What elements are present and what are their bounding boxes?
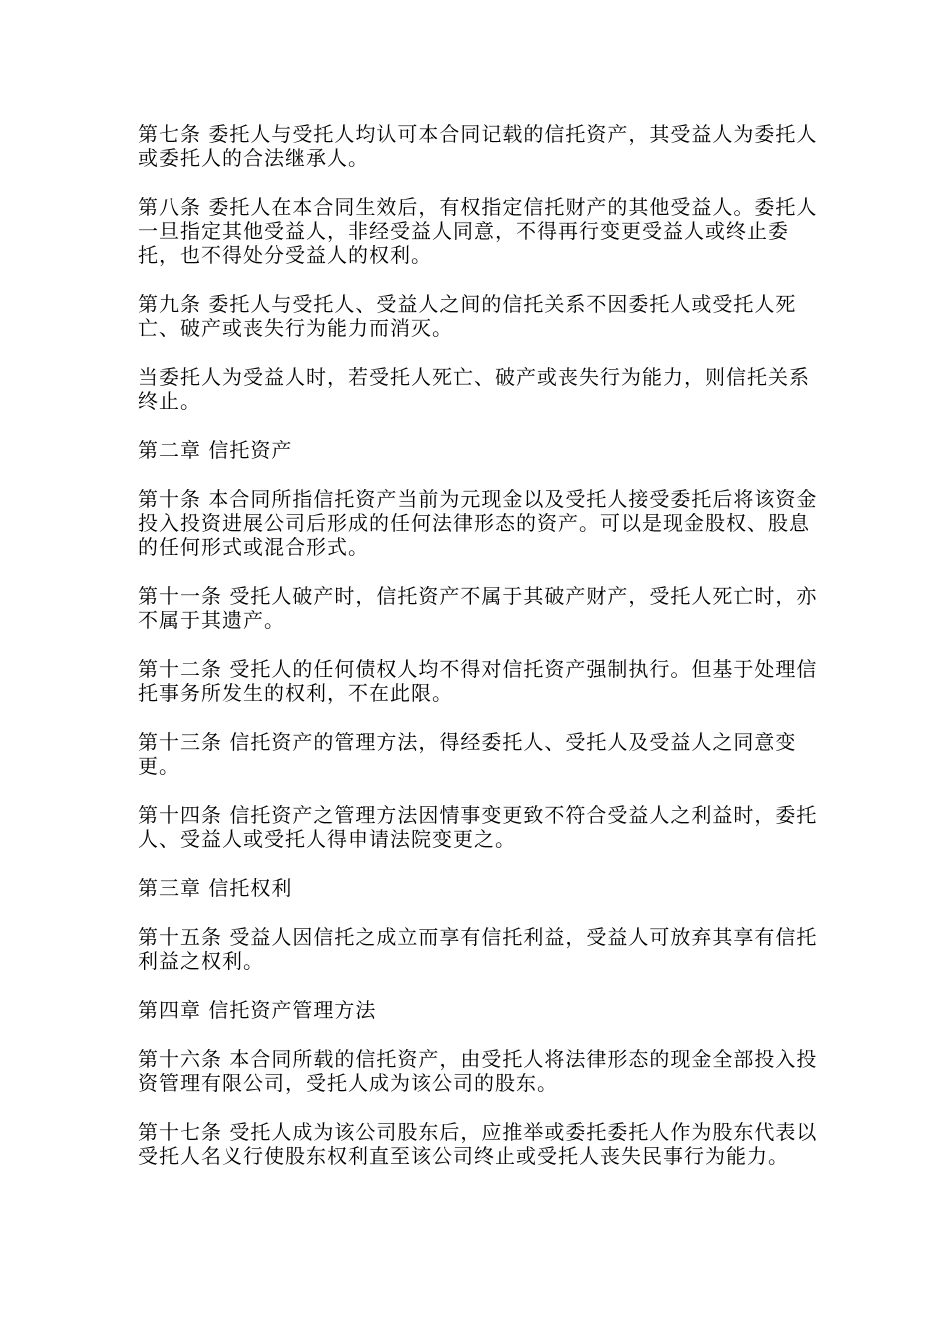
chapter-3-heading: 第三章 信托权利 — [138, 876, 293, 900]
article-16: 第十六条 本合同所载的信托资产，由受托人将法律形态的现金全部投入投资管理有限公司，受托人成为该公司的股东。 — [138, 1047, 818, 1095]
article-9-clause: 当委托人为受益人时，若受托人死亡、破产或丧失行为能力，则信托关系终止。 — [138, 365, 810, 413]
article-8: 第八条 委托人在本合同生效后，有权指定信托财产的其他受益人。委托人一旦指定其他受益人，非经受益人同意，不得再行变更受益人或终止委托，也不得处分受益人的权利。 — [138, 195, 818, 267]
chapter-4-heading: 第四章 信托资产管理方法 — [138, 998, 377, 1022]
article-17: 第十七条 受托人成为该公司股东后，应推举或委托委托人作为股东代表以受托人名义行使股东权利直至该公司终止或受托人丧失民事行为能力。 — [138, 1120, 818, 1168]
article-14: 第十四条 信托资产之管理方法因情事变更致不符合受益人之利益时，委托人、受益人或受托人得申请法院变更之。 — [138, 803, 818, 851]
document-page — [138, 122, 818, 1193]
chapter-2-heading: 第二章 信托资产 — [138, 438, 293, 462]
article-12: 第十二条 受托人的任何债权人均不得对信托资产强制执行。但基于处理信托事务所发生的权利，不在此限。 — [138, 657, 818, 705]
article-10: 第十条 本合同所指信托资产当前为元现金以及受托人接受委托后将该资金投入投资进展公司后形成的任何法律形态的资产。可以是现金股权、股息的任何形式或混合形式。 — [138, 487, 818, 559]
article-9: 第九条 委托人与受托人、受益人之间的信托关系不因委托人或受托人死亡、破产或丧失行为能力而消灭。 — [138, 292, 797, 340]
article-11: 第十一条 受托人破产时，信托资产不属于其破产财产，受托人死亡时，亦不属于其遗产。 — [138, 584, 818, 632]
article-13: 第十三条 信托资产的管理方法，得经委托人、受托人及受益人之同意变更。 — [138, 730, 797, 778]
article-7: 第七条 委托人与受托人均认可本合同记载的信托资产，其受益人为委托人或委托人的合法继承人。 — [138, 122, 818, 170]
article-15: 第十五条 受益人因信托之成立而享有信托利益，受益人可放弃其享有信托利益之权利。 — [138, 925, 818, 973]
